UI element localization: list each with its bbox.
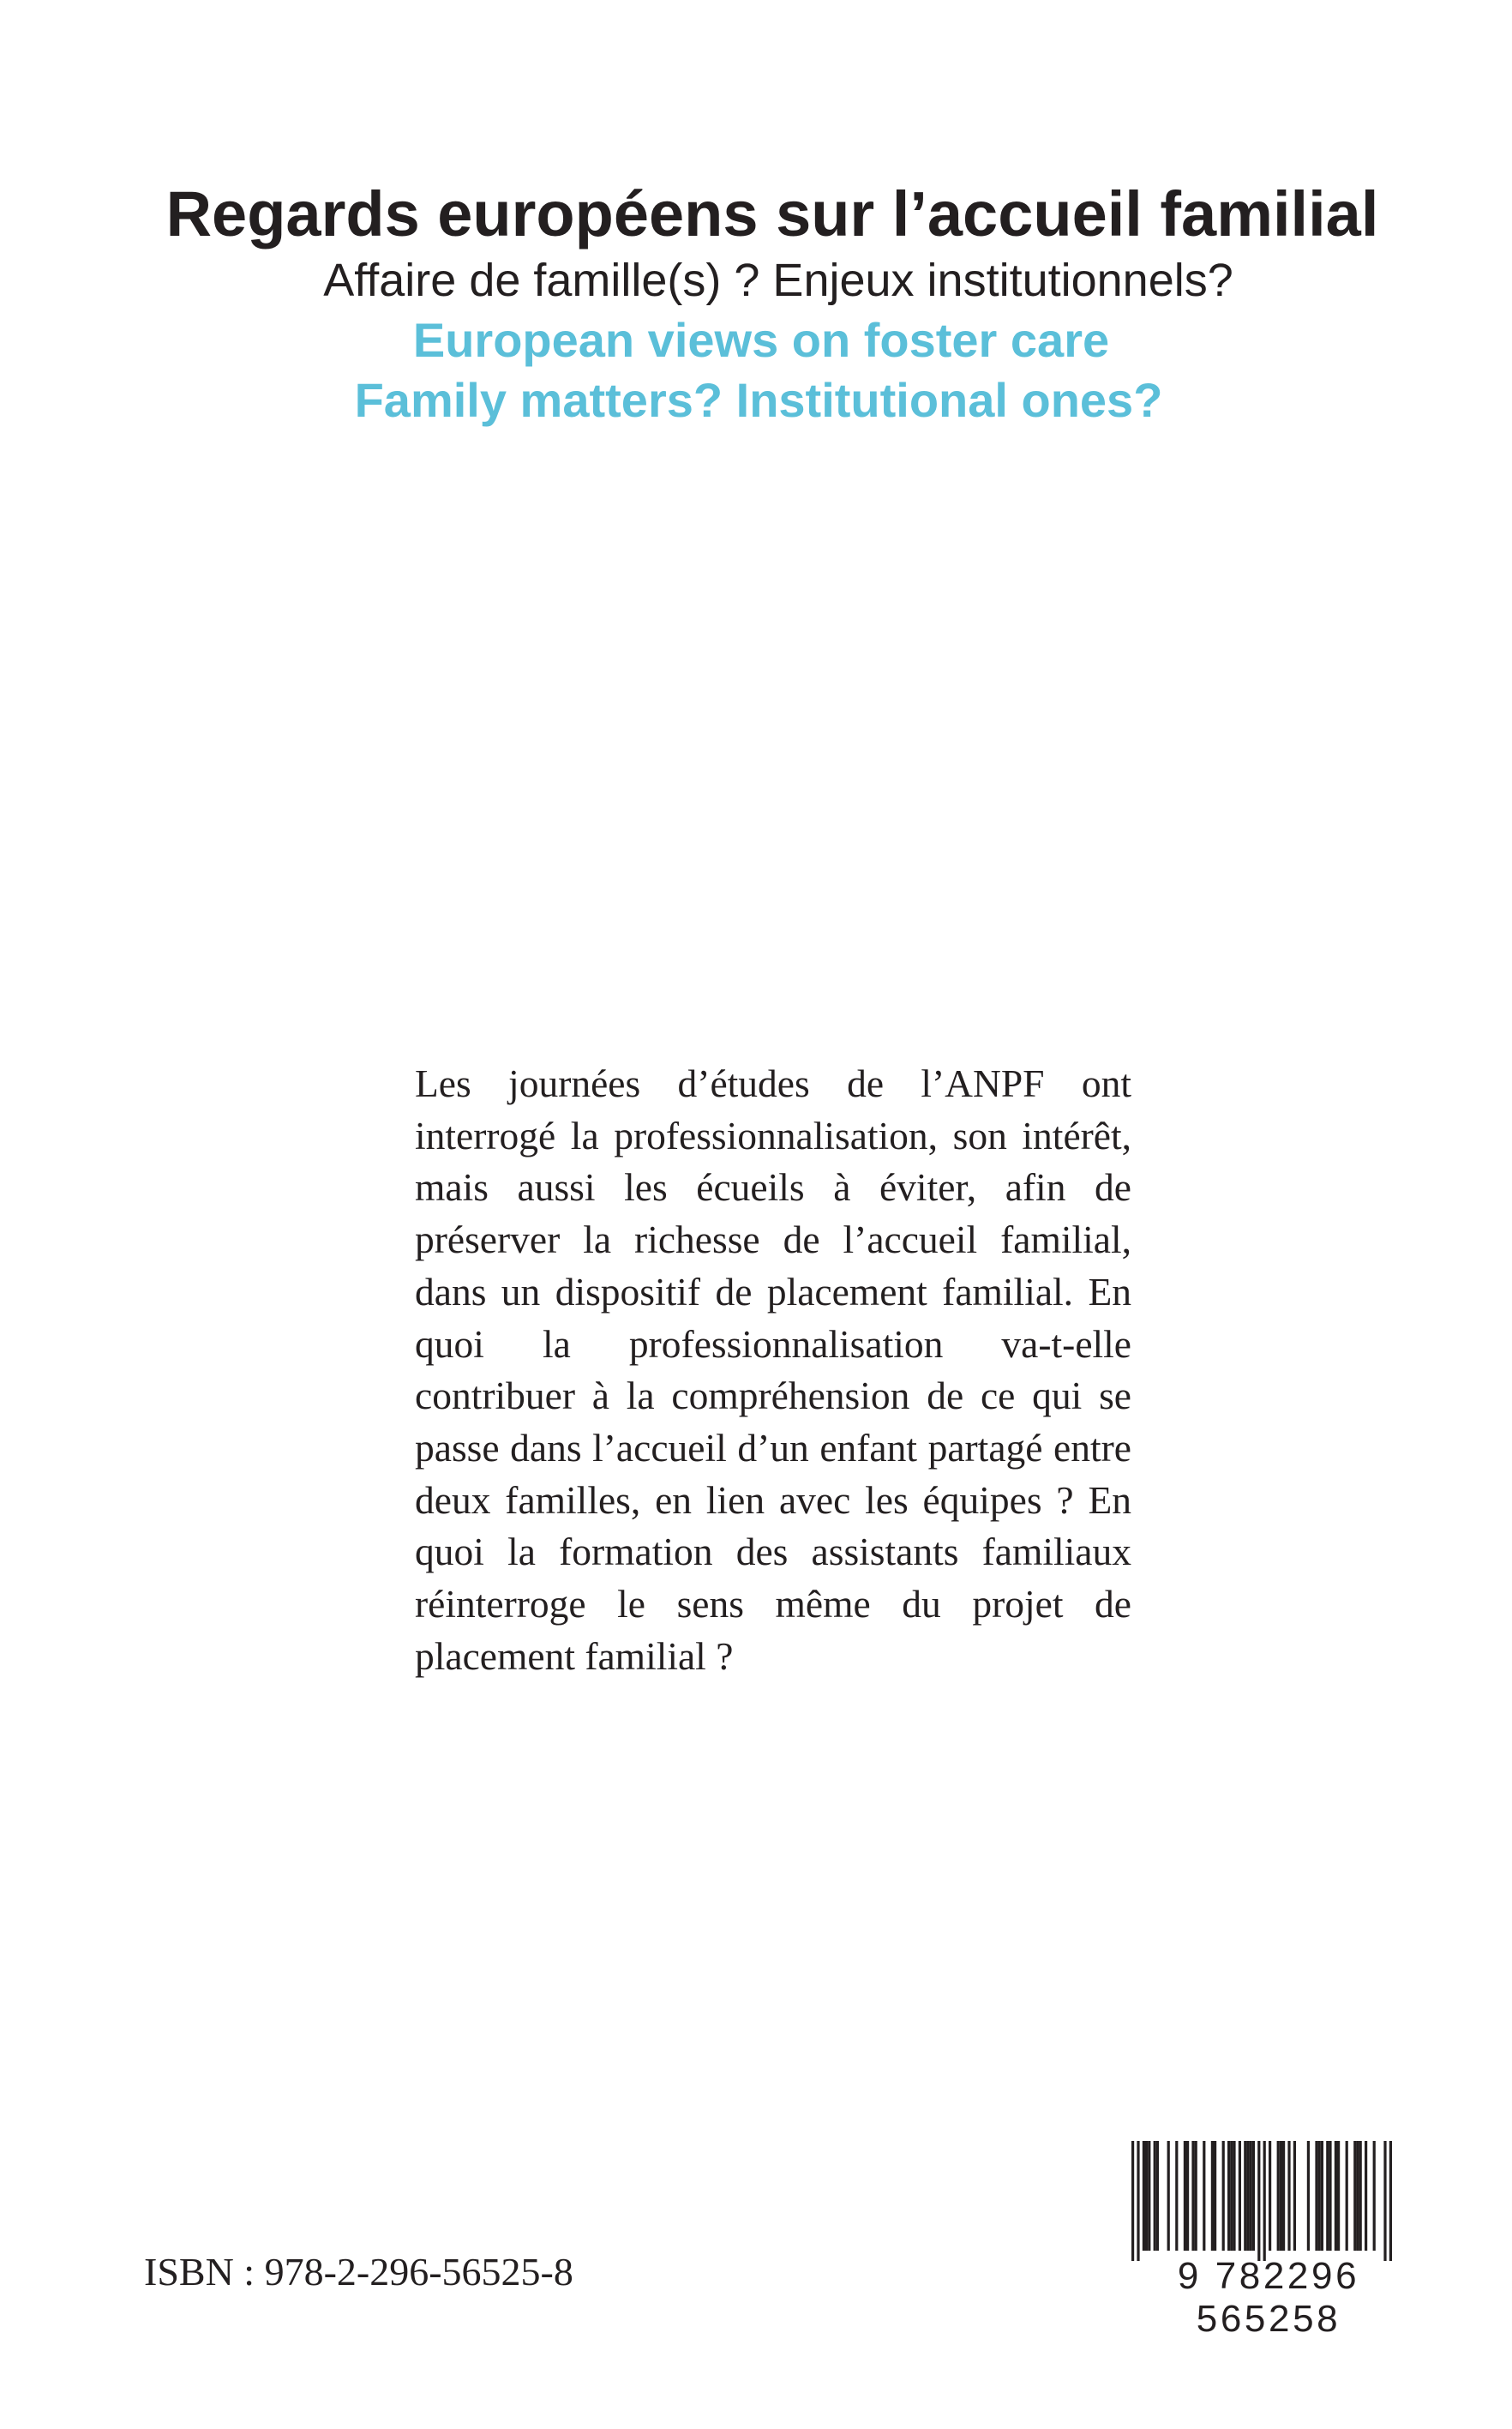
barcode-bar [1167, 2141, 1170, 2251]
barcode-bar [1227, 2141, 1230, 2251]
barcode-bar [1222, 2141, 1225, 2251]
barcode-bar [1321, 2141, 1323, 2251]
barcode-bar [1186, 2141, 1189, 2251]
barcode-bar [1244, 2141, 1246, 2251]
barcode-bar [1137, 2141, 1139, 2261]
barcode-bar [1246, 2141, 1249, 2251]
barcode-bar [1307, 2141, 1310, 2251]
barcode-bar [1211, 2141, 1214, 2251]
barcode-bar [1191, 2141, 1194, 2251]
isbn-label: ISBN : 978-2-296-56525-8 [144, 2250, 573, 2294]
barcode-bar [1214, 2141, 1216, 2251]
barcode-bar [1195, 2141, 1197, 2251]
book-title: Regards européens sur l’accueil familial [165, 178, 1379, 250]
barcode-bar [1277, 2141, 1280, 2251]
english-subtitle: Family matters? Institutional ones? [354, 373, 1163, 427]
barcode-bar [1154, 2141, 1156, 2251]
barcode-bar [1263, 2141, 1266, 2261]
barcode-bar [1280, 2141, 1282, 2251]
barcode-bar [1326, 2141, 1329, 2251]
barcode-bar [1282, 2141, 1285, 2251]
book-subtitle: Affaire de famille(s) ? Enjeux institutionnels? [323, 255, 1233, 306]
barcode-bar [1365, 2141, 1367, 2251]
barcode-bar [1250, 2141, 1252, 2251]
barcode-bar [1389, 2141, 1392, 2261]
barcode-bar [1145, 2141, 1148, 2251]
barcode-bar [1335, 2141, 1337, 2251]
barcode-bar [1252, 2141, 1255, 2251]
english-title: European views on foster care [412, 313, 1110, 367]
barcode-bar [1293, 2141, 1296, 2251]
barcode-bar [1156, 2141, 1159, 2251]
barcode-bar [1148, 2141, 1150, 2251]
cover-header [0, 178, 1512, 430]
barcode-bar [1346, 2141, 1348, 2251]
barcode-bar [1287, 2141, 1290, 2251]
barcode-bar [1329, 2141, 1331, 2251]
barcode-bar [1143, 2141, 1145, 2251]
barcode-bar [1233, 2141, 1235, 2251]
barcode-bar [1337, 2141, 1340, 2251]
barcode-bar [1175, 2141, 1178, 2251]
barcode-bar [1230, 2141, 1233, 2251]
barcode-bar [1131, 2141, 1134, 2261]
barcode-bar [1383, 2141, 1386, 2261]
barcode-bar [1269, 2141, 1271, 2251]
barcode-bar [1203, 2141, 1205, 2251]
barcode-bar [1359, 2141, 1362, 2251]
barcode-bar [1373, 2141, 1376, 2251]
barcode-bar [1257, 2141, 1260, 2261]
barcode-bar [1239, 2141, 1241, 2251]
back-cover-blurb: Les journées d’études de l’ANPF ont interrogé la professionnalisation, son intérêt, mais aussi les écueils à éviter, afin de préserver la richesse de l’accueil familial, dans un dispositif de placement familial. En quoi la professionnalisation va-t-elle contribuer à la compréhension de ce qui se passe dans l’accueil d’un enfant partagé entre deux familles, en lien avec les équipes ? En quoi la formation des assistants familiaux réinterroge le sens même du projet de placement familial ? [415, 1061, 1131, 1678]
barcode-bar [1318, 2141, 1321, 2251]
barcode-bar [1353, 2141, 1356, 2251]
barcode-bar [1315, 2141, 1317, 2251]
barcode-bar [1184, 2141, 1186, 2251]
barcode-icon [1106, 2141, 1431, 2261]
barcode-digits: 9 782296 565258 [1177, 2255, 1360, 2340]
barcode-bar [1356, 2141, 1359, 2251]
